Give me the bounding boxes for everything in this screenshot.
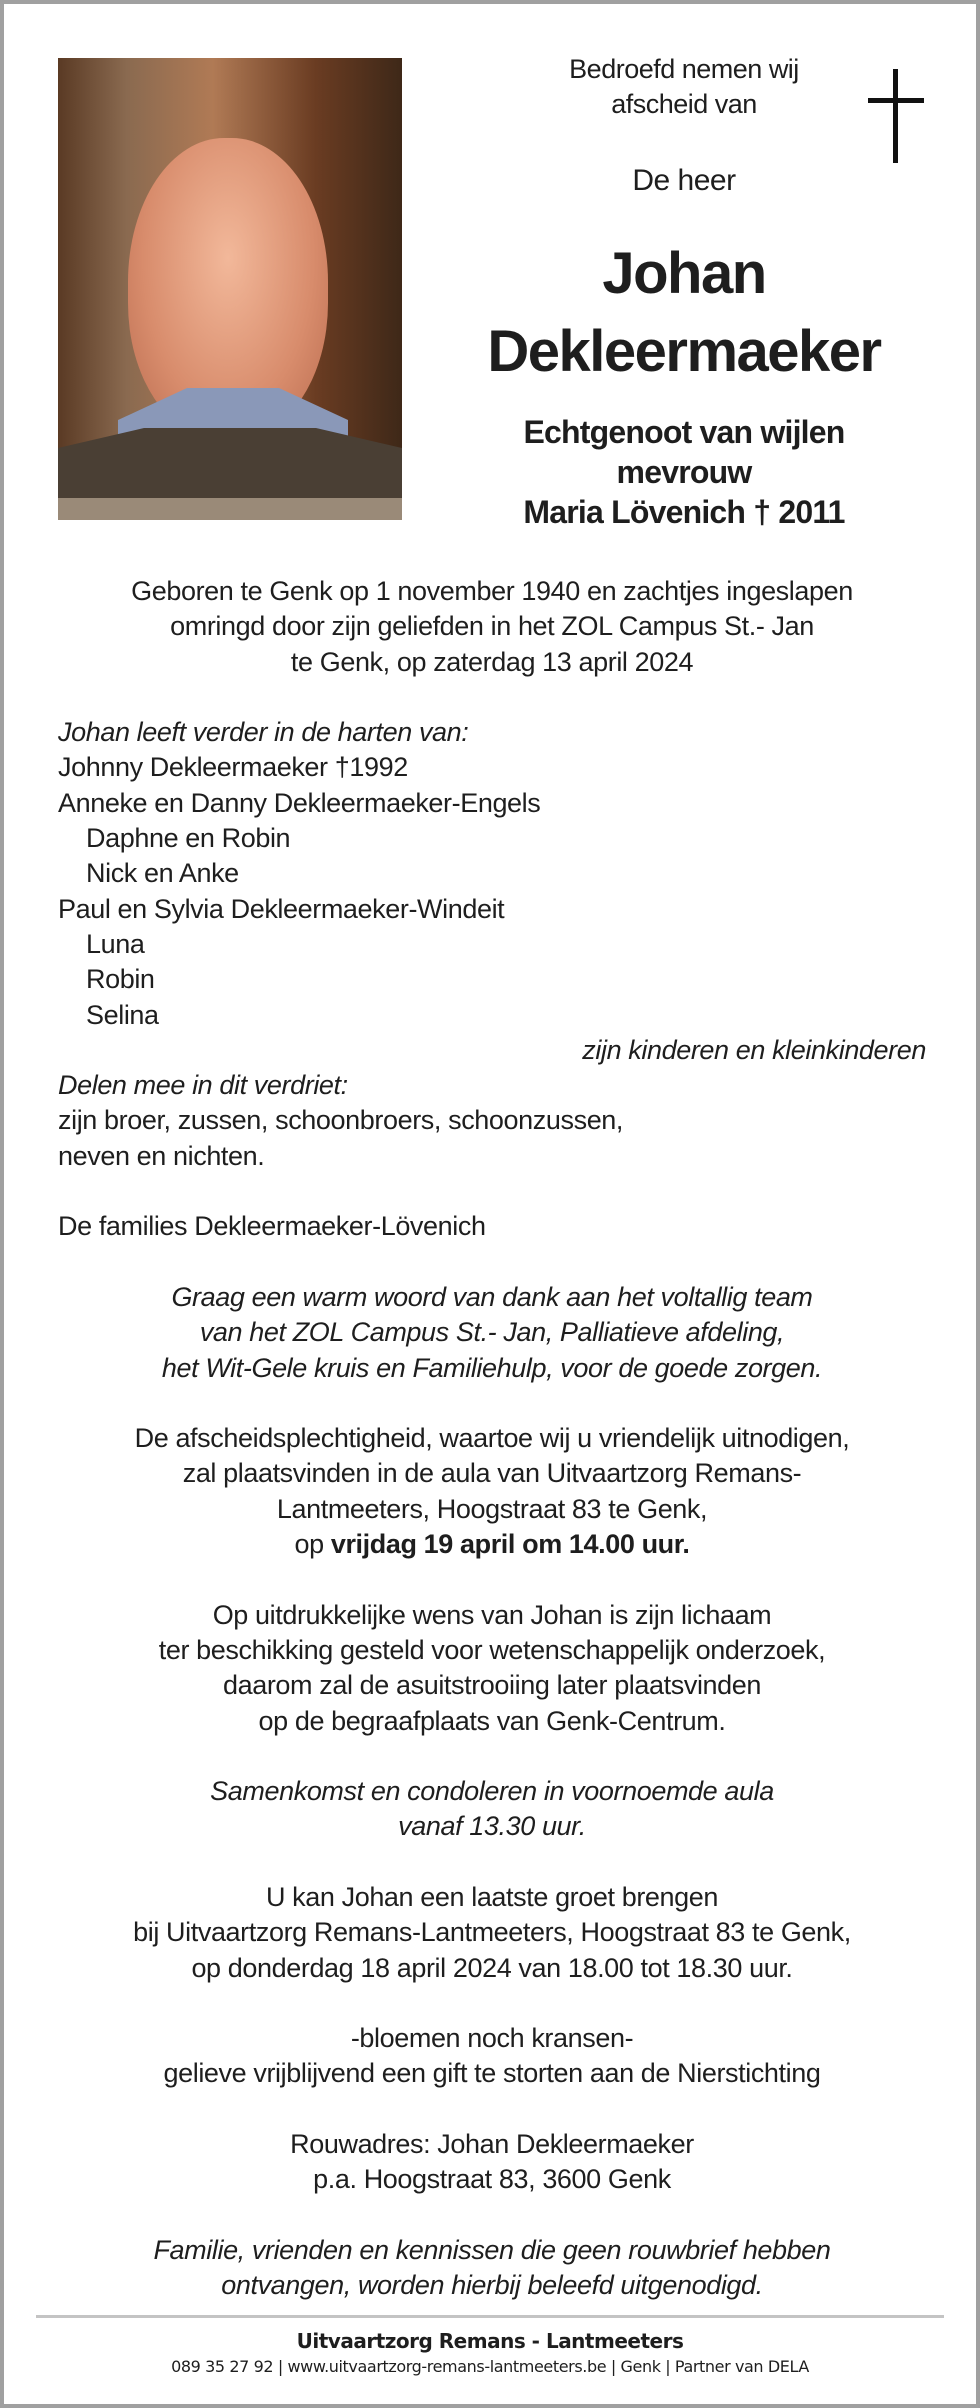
donation-line: ter beschikking gesteld voor wetenschappelijk onderzoek, <box>158 1634 826 1665</box>
thanks-line: het Wit-Gele kruis en Familiehulp, voor de goede zorgen. <box>161 1352 823 1383</box>
family-member: Anneke en Danny Dekleermaeker-Engels <box>58 787 541 818</box>
family-member: Luna <box>86 928 145 959</box>
family-heading: Johan leeft verder in de harten van: <box>58 717 469 748</box>
spouse-line: Maria Lövenich † 2011 <box>523 494 845 530</box>
ceremony-date-bold: vrijdag 19 april om 14.00 uur. <box>330 1529 690 1560</box>
donation-line: Op uitdrukkelijke wens van Johan is zijn lichaam <box>212 1599 772 1630</box>
family-member: Nick en Anke <box>86 858 239 889</box>
last-name: Dekleermaeker <box>487 319 881 384</box>
ceremony-line: zal plaatsvinden in de aula van Uitvaartzorg Remans- <box>182 1458 802 1489</box>
closing-line: Familie, vrienden en kennissen die geen rouwbrief hebben <box>153 2234 831 2265</box>
visit-line: op donderdag 18 april 2024 van 18.00 tot 18.30 uur. <box>191 1952 793 1983</box>
flowers-line: -bloemen noch kransen- <box>350 2023 634 2054</box>
address-line: p.a. Hoogstraat 83, 3600 Genk <box>313 2164 671 2195</box>
ceremony-line: Lantmeeters, Hoogstraat 83 te Genk, <box>276 1493 708 1524</box>
ceremony-date <box>58 1527 926 1562</box>
ceremony-line: De afscheidsplechtigheid, waartoe wij u vriendelijk uitnodigen, <box>134 1423 850 1454</box>
share-line: zijn broer, zussen, schoonbroers, schoonzussen, <box>58 1105 624 1136</box>
closing-line: ontvangen, worden hierbij beleefd uitgenodigd. <box>221 2270 763 2301</box>
visit-line: U kan Johan een laatste groet brengen <box>265 1881 719 1912</box>
portrait-photo <box>58 58 402 520</box>
ceremony-date-prefix: op <box>294 1529 331 1560</box>
cross-icon <box>868 69 924 163</box>
address-line: Rouwadres: Johan Dekleermaeker <box>290 2129 694 2160</box>
obituary-card <box>4 4 976 2404</box>
intro-text <box>424 52 944 122</box>
obituary-body <box>58 574 926 2304</box>
intro-line: Bedroefd nemen wij <box>569 54 799 84</box>
share-heading: Delen mee in dit verdriet: <box>58 1070 348 1101</box>
family-member: Paul en Sylvia Dekleermaeker-Windeit <box>58 893 505 924</box>
spouse-line: mevrouw <box>616 454 752 490</box>
families-line: De families Dekleermaeker-Lövenich <box>58 1211 486 1242</box>
gathering-line: vanaf 13.30 uur. <box>398 1811 586 1842</box>
thanks-line: Graag een warm woord van dank aan het voltallig team <box>171 1281 813 1312</box>
funeral-home-name: Uitvaartzorg Remans - Lantmeeters <box>296 2329 684 2353</box>
spouse-line: Echtgenoot van wijlen <box>523 414 845 450</box>
intro-line: afscheid van <box>611 89 757 119</box>
family-member: Robin <box>86 964 155 995</box>
birth-line: omringd door zijn geliefden in het ZOL Campus St.- Jan <box>170 611 814 642</box>
honorific: De heer <box>632 164 736 197</box>
visit-line: bij Uitvaartzorg Remans-Lantmeeters, Hoogstraat 83 te Genk, <box>133 1917 851 1948</box>
share-line: neven en nichten. <box>58 1140 265 1171</box>
funeral-home-details: 089 35 27 92 | www.uitvaartzorg-remans-lantmeeters.be | Genk | Partner van DELA <box>171 2357 809 2376</box>
family-member: Johnny Dekleermaeker †1992 <box>58 752 408 783</box>
birth-line: Geboren te Genk op 1 november 1940 en zachtjes ingeslapen <box>131 576 853 606</box>
first-name: Johan <box>602 241 766 306</box>
donation-line: op de begraafplaats van Genk-Centrum. <box>258 1705 726 1736</box>
spouse-info <box>424 412 944 532</box>
family-relation: zijn kinderen en kleinkinderen <box>582 1034 926 1065</box>
gathering-line: Samenkomst en condoleren in voornoemde aula <box>210 1776 774 1807</box>
birth-line: te Genk, op zaterdag 13 april 2024 <box>290 646 694 677</box>
footer-divider <box>36 2315 944 2318</box>
thanks-line: van het ZOL Campus St.- Jan, Palliatieve afdeling, <box>199 1317 785 1348</box>
flowers-line: gelieve vrijblijvend een gift te storten aan de Nierstichting <box>163 2058 821 2089</box>
donation-line: daarom zal de asuitstrooiing later plaatsvinden <box>222 1670 762 1701</box>
family-member: Selina <box>86 999 159 1030</box>
family-member: Daphne en Robin <box>86 823 291 854</box>
